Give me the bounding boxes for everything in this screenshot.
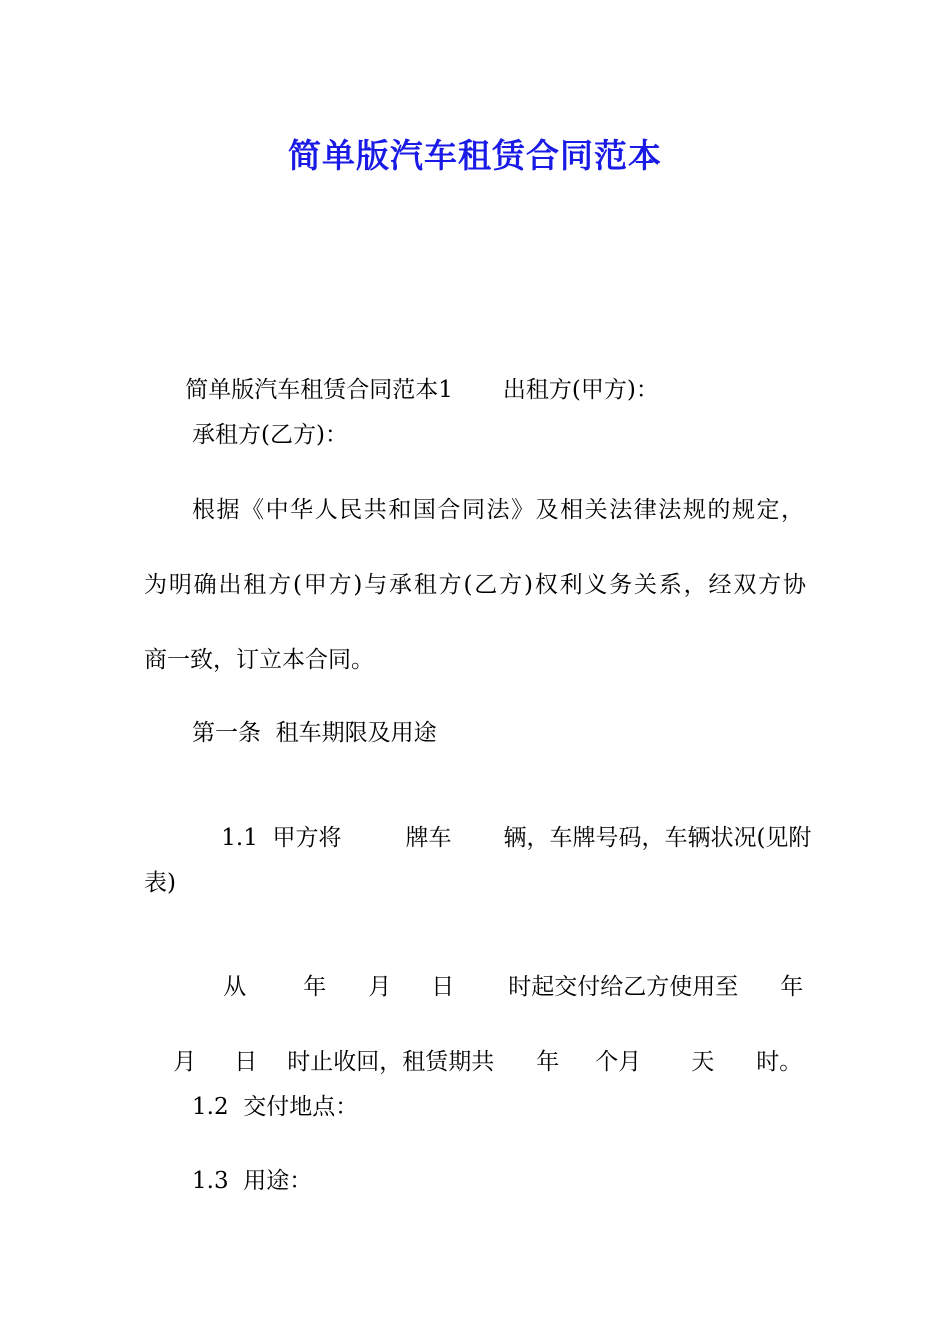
text-brand-car: 牌车 (405, 825, 452, 851)
paragraph-line-8: 表) (144, 870, 176, 896)
text-return-period: 时止收回，租赁期共 (287, 1049, 495, 1075)
document-title: 简单版汽车租赁合同范本 (288, 136, 662, 175)
text-month: 月 (368, 974, 392, 1000)
paragraph-line-4: 为明确出租方(甲方)与承租方(乙方)权利义务关系，经双方协 (144, 572, 806, 598)
text-from: 从 (223, 974, 247, 1000)
text-year-end: 年 (780, 974, 804, 1000)
text-contract-heading: 简单版汽车租赁合同范本1 (185, 377, 453, 403)
text-period-days: 天 (691, 1049, 715, 1075)
paragraph-line-5: 商一致，订立本合同。 (144, 647, 374, 673)
text-period-hours: 时。 (756, 1049, 803, 1075)
text-day-end: 日 (234, 1049, 258, 1075)
text-period-years: 年 (536, 1049, 560, 1075)
clause-1-3: 1.3 用途： (192, 1168, 313, 1194)
text-vehicle-count: 辆，车牌号码，车辆状况(见附 (503, 825, 812, 851)
text-month-end: 月 (173, 1049, 197, 1075)
clause-1-2: 1.2 交付地点： (192, 1094, 359, 1120)
text-day: 日 (431, 974, 455, 1000)
text-period-months: 个月 (595, 1049, 642, 1075)
section-heading-article-1: 第一条 租车期限及用途 (192, 720, 437, 746)
paragraph-line-3: 根据《中华人民共和国合同法》及相关法律法规的规定， (192, 497, 804, 523)
text-lessor-label: 出租方(甲方)： (502, 377, 659, 403)
text-year: 年 (303, 974, 327, 1000)
paragraph-line-2: 承租方(乙方)： (192, 422, 348, 448)
paragraph-line-7 (192, 793, 811, 883)
text-clause-1-1: 1.1 甲方将 (221, 825, 342, 851)
text-delivery-until: 时起交付给乙方使用至 (508, 974, 739, 1000)
